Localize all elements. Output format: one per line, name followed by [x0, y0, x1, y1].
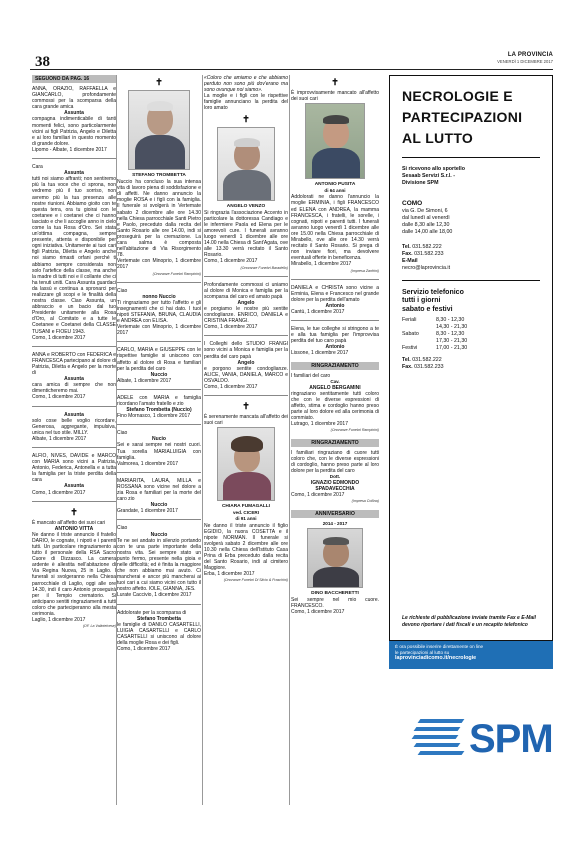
obituary-notice: [32, 352, 116, 401]
logo-stripe: [418, 719, 465, 723]
notice-divider: [32, 406, 116, 407]
info-title-line: AL LUTTO: [402, 130, 474, 146]
notice-signoff: Vertemate con Minoprio, 1 dicembre 2017: [117, 258, 201, 271]
deceased-age: di 91 anni: [235, 516, 257, 522]
notice-divider: [117, 424, 201, 425]
obituary-notice: [291, 521, 379, 615]
notice-text: ANNA, ORAZIO, RAFFAELLA e GIANCARLO, profondamente commossi per la scomparsa della cara grande amica: [32, 86, 116, 111]
obituary-notice: [291, 285, 379, 315]
obituary-notice: [32, 164, 116, 341]
obituary-notice: [291, 450, 379, 505]
notice-divider: [291, 320, 379, 321]
obituary-notice: [204, 75, 288, 271]
fax-label: Fax.: [402, 251, 413, 257]
office-intro-line: Sesaab Servizi S.r.l. -: [402, 173, 455, 179]
notice-text: Sei sempre nel mio cuore. FRANCESCO.: [291, 596, 379, 609]
anniversary-years: 2014 - 2017: [322, 520, 348, 526]
office-hours: dalle 8,30 alle 12,30: [402, 222, 450, 228]
phone-label: Tel.: [402, 357, 411, 364]
email-address[interactable]: necro@laprovincia.it: [402, 265, 451, 271]
info-title: [402, 86, 540, 149]
logo-stripe: [418, 751, 465, 755]
funeral-agency: (Impresa Collina): [351, 499, 379, 504]
funeral-agency: (Onoranze Funebri Rampinini): [152, 271, 201, 276]
schedule-time: 17,30 - 21,30: [436, 338, 468, 345]
notice-divider: [32, 447, 116, 448]
quote-text: «Coloro che amiamo e che abbiamo perduto non sono più dov'erano ma sono ovunque noi siamo».: [204, 75, 288, 94]
obituary-notice: [117, 525, 201, 598]
deceased-name: ANGELO VENZO: [226, 203, 266, 209]
header-rule: [30, 69, 553, 70]
phone-schedule: [402, 317, 540, 352]
cross-icon: ✝: [242, 401, 250, 412]
obituary-notice: [32, 507, 116, 630]
notice-text: Ne danno il triste annuncio il figlio EGIDIO, la nuora COSETTA e il nipote NORMAN. Il funerale si svolgerà sabato 2 dicembre alle ore 10.30 nella Chiesa dell'Istituto Casa Prina di Erba preceduto dalla recita del Santo Rosario, indi al cimitero Maggiore.: [204, 522, 288, 572]
spm-logo-text: SPM: [469, 717, 553, 761]
logo-stripe: [412, 735, 459, 739]
online-submission-box[interactable]: [389, 641, 553, 669]
notice-text: È improvvisamente mancato all'affetto dei suoi cari: [291, 90, 379, 103]
obituary-notice: [291, 373, 379, 434]
email-label: E-Mail: [402, 258, 418, 264]
notice-text: ringraziano sentitamente tutti coloro che con le diverse espressioni di affetto, stima e cordoglio hanno preso parte al loro dolore ed alla cerimonia di commiato.: [291, 390, 379, 422]
notice-text: Te ne sei andato in silenzio portando con te una parte importante della nostra vita. Sei sempre stato un punto fermo, presente nella gioia e nelle difficoltà; ed è finita la maggiore che non abbiamo mai avuto. Ci mancherai e ancor più mancherai ai tuoi cari a cui siamo vicini con tutto il nostro affetto. IOLE, GIANNA, JES.: [117, 537, 201, 593]
notice-text: I familiari ringraziano di cuore tutti coloro che, con le diverse espressioni di cordoglio, hanno preso parte al loro dolore per la perdita del caro: [291, 449, 379, 474]
deceased-name: ANTONIO PUSITA: [314, 182, 356, 188]
notice-signoff: Como, 1 dicembre 2017: [204, 258, 258, 265]
logo-stripe: [414, 727, 461, 731]
deceased-name: Angelo: [237, 299, 255, 306]
notice-text: È serenamente mancata all'affetto dei suoi cari: [204, 414, 288, 427]
info-divider: [402, 280, 540, 281]
necrology-info-box: [389, 75, 553, 641]
obituary-notice: [204, 401, 288, 583]
notice-divider: [32, 158, 116, 159]
deceased-name: Nuccio: [150, 502, 168, 509]
office-intro-line: Divisione SPM: [402, 180, 439, 186]
notice-signoff: Laglio, 1 dicembre 2017: [32, 617, 86, 624]
notice-signoff: Como, 1 dicembre 2017: [32, 394, 86, 401]
contact-block: [402, 357, 540, 371]
obituary-notice: [117, 395, 201, 419]
info-divider: [402, 157, 540, 158]
deceased-name: IGNAZIO EDMONDO SPADAVECCHIA: [310, 480, 360, 493]
portrait-photo: [128, 90, 190, 170]
notice-text: compagna indimenticabile di tanti momenti felici, sono particolarmente vicini ai figli Patrizia, Angelo e Diletta e ai loro familiari in questo momento di grande dolore.: [32, 116, 116, 147]
obituary-notice: [291, 77, 379, 274]
column-divider: [202, 75, 203, 805]
notice-signoff: Como, 1 dicembre 2017: [204, 324, 258, 331]
notice-divider: [32, 346, 116, 347]
fax-number: 031.582.233: [414, 364, 444, 371]
notice-signoff: Como, 1 dicembre 2017: [32, 334, 86, 341]
cross-icon: ✝: [331, 77, 339, 87]
notice-text: e porgono sentite condoglianze. ALICE, VANIA, DANIELA, MARCO e OSVALDO.: [204, 365, 288, 384]
notice-text: Ciao: [117, 430, 128, 437]
notice-text: Ti ringraziamo per tutto l'affetto e gli insegnamenti che ci hai dato. I tuoi nipoti STEFANIA, BRUNA, CLAUDIA e ANDREA con ELISA.: [117, 299, 201, 325]
phone-number[interactable]: 031.582.222: [412, 244, 442, 250]
notice-text: solo cose belle voglio ricordare, Generosa, aggregante, impulsiva, unica nel tuo stile. MILLY.: [32, 417, 116, 436]
notice-signoff: Lurate Caccivio, 1 dicembre 2017: [117, 592, 192, 599]
schedule-day: Feriali: [402, 317, 417, 324]
spm-logo: [413, 711, 553, 771]
notice-text: ANNA e ROBERTO con FEDERICA e FRANCESCA partecipano al dolore di Patrizia, Diletta e Angelo per la morte di: [32, 351, 116, 377]
obituary-notice: [32, 86, 116, 153]
obituary-notice: [32, 453, 116, 496]
notice-text: Ne danno il triste annuncio il fratello DARIO, le cognate, i nipoti e i parenti tutti. Un particolare ringraziamento a tutto il personale della RSA Sacro Cuore di Dizzasco. La camera ardente è allestita nell'abitazione di Via Regina Nuova, 25 in Laglio. I funerali si svolgeranno nella Chiesa parrocchiale di Laglio, oggi alle ore 14.30, indi il caro Antonio proseguirà per il Tempio crematorio. Si anticipano sentiti ringraziamenti a tutti coloro che parteciperanno alla mesta cerimonia.: [32, 531, 116, 618]
notice-divider: [204, 335, 288, 336]
notice-divider: [204, 395, 288, 396]
schedule-day: [402, 338, 436, 345]
notice-divider: [32, 501, 116, 502]
office-street: via G. De Simoni, 6: [402, 208, 448, 214]
notice-text: Addolorati ne danno l'annuncio la moglie ERMINIA, i figli FRANCESCO ed ELENA con ANDREA, la mamma FRANCESCA, i fratelli, le sorelle, i cognati, nipoti e parenti tutti. I funerali avranno luogo venerdì 1 dicembre alle ore 15.00 nella Chiesa parrocchiale di Mirabello, ove alle ore 14.30 verrà recitato il Santo Rosario. Si prega di non inviare fiori, ma devolvere eventuali offerte in beneficenza.: [291, 194, 379, 262]
notice-text: cara amica di sempre che non dimenticheremo mai.: [32, 382, 116, 395]
obituary-column-1: [32, 75, 116, 805]
funeral-agency: (Impresa Zanfrini): [350, 268, 379, 273]
schedule-row: [402, 317, 540, 324]
anniversary-banner: ANNIVERSARIO: [291, 510, 379, 518]
portrait-photo: [305, 103, 365, 179]
notice-signoff: Como, 1 dicembre 2017: [291, 492, 345, 499]
service-title-line: sabato e festivi: [402, 305, 453, 313]
portrait-photo: [217, 427, 275, 501]
notice-signoff: Grandate, 1 dicembre 2017: [117, 508, 178, 515]
notice-divider: [291, 279, 379, 280]
office-days: dal lunedì al venerdì: [402, 215, 450, 221]
deceased-subtitle: ved. CICERI: [232, 510, 260, 516]
submission-note: Le richieste di pubblicazione inviate tramite Fax e E-Mail devono riportare i dati fiscali e un recapito telefonico: [402, 615, 536, 628]
obituary-notice: [204, 282, 288, 331]
notice-text: I Colleghi dello STUDIO FRANGI sono vicini a Monica e famiglia per la perdita del caro papà: [204, 341, 288, 360]
notice-text: Ciao: [117, 287, 128, 294]
logo-stripe: [414, 743, 461, 747]
notice-signoff: Fino Mornasco, 1 dicembre 2017: [117, 413, 191, 420]
obituary-notice: [117, 610, 201, 653]
notice-divider: [117, 604, 201, 605]
notice-signoff: Albate, 1 dicembre 2017: [117, 377, 172, 384]
thanks-banner: RINGRAZIAMENTO: [291, 362, 379, 370]
deceased-name: Antonio: [325, 344, 345, 351]
deceased-age: di 64 anni: [324, 188, 346, 194]
notice-text: Elena, le tue colleghe si stringono a te e alla tua famiglia per l'improvvisa perdita del tuo caro papà: [291, 326, 379, 345]
obituary-notice: [117, 288, 201, 337]
funeral-agency: (OF. La Valintelvese): [82, 624, 116, 629]
obituary-notice: [117, 179, 201, 277]
notice-text: MARIARITA, LAURA, MILLA e ROSSANA sono vicine nel dolore a zia Rosa e familiari per la morte del caro zio: [117, 477, 201, 503]
deceased-name: Assunta: [64, 110, 84, 117]
notice-signoff: Como, 1 dicembre 2017: [117, 646, 171, 653]
deceased-name: ANGELO BERGAMINI: [309, 384, 361, 391]
cross-icon: ✝: [242, 113, 250, 124]
schedule-day: Festivi: [402, 345, 418, 352]
office-address: [402, 208, 540, 236]
office-city: COMO: [402, 200, 423, 207]
notice-signoff: Valmorea, 1 dicembre 2017: [117, 460, 179, 467]
schedule-time: 14,30 - 21,30: [436, 324, 468, 331]
notice-text: ALFIO, NIVES, DAVIDE e MARCO con MARIA sono vicini a Patrizia, Antonio, Federica, Antonella e a tutta la famiglia per la triste perdita della cara: [32, 452, 116, 484]
obituary-column-4: [291, 75, 379, 805]
notice-signoff: Cantù, 1 dicembre 2017: [291, 308, 345, 315]
phone-service-title: [402, 289, 540, 314]
cross-icon: ✝: [155, 77, 163, 87]
schedule-time: 8,30 - 12,30: [436, 331, 465, 338]
portrait-photo: [307, 528, 363, 588]
notice-divider: [117, 519, 201, 520]
schedule-row: [402, 338, 540, 345]
obituary-notice: [32, 412, 116, 442]
office-intro: [402, 166, 540, 187]
notice-text: le famiglie di DANILO CASARTELLI, LUIGIA CASARTELLI e CARLO CASARTELLI si uniscono al dolore della moglie Rosa e dei figli.: [117, 621, 201, 646]
schedule-time: 8,30 - 12,30: [436, 317, 465, 324]
phone-label: Tel.: [402, 244, 411, 250]
necrology-info-panel: [381, 75, 553, 805]
deceased-name: Assunta: [64, 170, 84, 177]
schedule-day: Sabato: [402, 331, 419, 338]
notice-text: e porgiamo le nostre più sentite condoglianze. ENRICO, DANIELA e CRISTINA FRANGI.: [204, 305, 288, 325]
info-title-line: NECROLOGIE E: [402, 88, 513, 104]
notice-divider: [117, 389, 201, 390]
notice-text: DANIELA e CHRISTA sono vicine a Erminia, Elena e Francesco nel grande dolore per la perdita dell'amato: [291, 284, 379, 303]
notice-signoff: Mirabello, 1 dicembre 2017: [291, 261, 352, 268]
notice-signoff: Como, 1 dicembre 2017: [204, 384, 258, 390]
deceased-name: Stefano Trombetta: [137, 615, 181, 622]
notice-signoff: Lissone, 1 dicembre 2017: [291, 350, 349, 357]
publication-header: [497, 52, 553, 64]
notice-text: ADELE con MARIA e famiglia ricordano l'amato fratello e zio: [117, 394, 201, 407]
notice-text: È mancato all'affetto dei suoi cari: [32, 519, 106, 526]
funeral-agency: (Onoranze Funebri Rampinini): [330, 428, 379, 433]
notice-text: Ciao: [117, 525, 128, 532]
notice-divider: [117, 282, 201, 283]
obituary-notice: [117, 430, 201, 467]
obituary-column-2: [117, 75, 201, 805]
deceased-name: nonno Nuccio: [142, 293, 176, 300]
honorific: Cav.: [330, 378, 340, 384]
obituary-notice: [291, 326, 379, 356]
honorific: Dott.: [329, 474, 341, 480]
info-title-line: PARTECIPAZIONI: [402, 109, 523, 125]
schedule-row: [402, 345, 540, 352]
notice-text: Cara: [32, 164, 43, 171]
deceased-name: STEFANO TROMBETTA: [132, 173, 186, 178]
deceased-name: Assunta: [64, 411, 84, 418]
notice-signoff: Vertemate con Minoprio, 1 dicembre 2017: [117, 324, 201, 337]
obituary-notice: [117, 347, 201, 384]
notice-divider: [117, 341, 201, 342]
service-title-line: Servizio telefonico: [402, 289, 464, 296]
deceased-name: Angelo: [237, 359, 255, 366]
notice-text: Sei e sarai sempre nei nostri cuori. Tua sorella MARIALUIGIA con famiglia.: [117, 442, 201, 461]
schedule-row: [402, 324, 540, 331]
notice-signoff: Albate, 1 dicembre 2017: [32, 435, 87, 442]
schedule-row: [402, 331, 540, 338]
notice-text: La moglie e i figli con le rispettive famiglie annunciano la perdita del loro amato: [204, 93, 288, 112]
notice-text: I familiari del caro: [291, 372, 331, 379]
notice-text: Addolorate per la scomparsa di: [117, 609, 187, 616]
deceased-name: CHIARA FUMAGALLI: [221, 504, 271, 510]
notice-signoff: Erba, 1 dicembre 2017: [204, 571, 255, 578]
online-text: le partecipazioni al lutto su: [395, 649, 450, 655]
notice-text: CARLO, MARIA e GIUSEPPE con le rispettive famiglie si uniscono con affetto al dolore di Rosa e familiari per la perdita del caro: [117, 347, 201, 372]
obituary-column-3: [204, 75, 288, 805]
schedule-day: [402, 324, 436, 331]
notice-text: Nuccio ha concluso la sua intensa vita di lavoro piena di soddisfazione e di affetti. Ne danno annuncio la moglie ROSA e i figli con la famiglia. Il funerale si svolgerà in Vertemate sabato 2 dicembre alle ore 14.30 nella Chiesa parrocchiale Santi Pietro e Paolo, preceduto dalla recita del Santo Rosario alle ore 14.00, indi si proseguirà per la cremazione. La cara salma è composta nell'abitazione di Via Risorgimento 78.: [117, 179, 201, 259]
continued-tag: SEGUONO DA PAG. 16: [32, 75, 116, 83]
notice-signoff: Lutrago, 1 dicembre 2017: [291, 421, 348, 428]
portrait-photo: [217, 127, 275, 201]
deceased-name: DINO BACCHERETTI: [311, 590, 359, 596]
deceased-name: Antonio: [325, 302, 345, 309]
notice-signoff: Lipomo - Albate, 1 dicembre 2017: [32, 146, 107, 153]
contact-block: [402, 244, 540, 272]
column-divider: [289, 75, 290, 805]
office-hours: dalle 14,00 alle 18,00: [402, 229, 453, 235]
phone-number[interactable]: 031.582.222: [412, 357, 442, 364]
online-text: È ora possibile inserire direttamente on line: [395, 644, 484, 649]
funeral-agency: (Onoranze Funebri Di Silvio & Fraschini): [223, 578, 288, 583]
thanks-banner: RINGRAZIAMENTO: [291, 439, 379, 447]
notice-divider: [117, 472, 201, 473]
fax-label: Fax.: [402, 364, 413, 371]
deceased-name: Nuccio: [150, 531, 168, 538]
notice-signoff: Como, 1 dicembre 2017: [291, 608, 345, 615]
deceased-name: Assunta: [64, 376, 84, 383]
deceased-name: ANTONIO VITTA: [54, 525, 94, 532]
deceased-name: Nucio: [152, 436, 166, 443]
necrology-link[interactable]: laprovinciadicomo.it/necrologie: [395, 654, 477, 661]
fax-number: 031.582.233: [414, 251, 444, 257]
obituary-notice: [117, 478, 201, 515]
funeral-agency: (Onoranze Funebri Baradello): [240, 265, 288, 270]
obituary-notice: [204, 341, 288, 390]
deceased-name: Nuccio: [150, 371, 168, 378]
notice-divider: [204, 276, 288, 277]
deceased-name: Stefano Trombetta (Nuccio): [126, 407, 192, 414]
service-title-line: tutti i giorni: [402, 297, 441, 305]
notice-signoff: Como, 1 dicembre 2017: [32, 489, 86, 496]
notice-text: Si ringrazia l'associazione Accento in particolare la dottoressa Candiago e le infermiere Paola ed Elena per le amorevoli cure. I funerali avranno luogo venerdì 1 dicembre alle ore 14.00 nella Chiesa di Sant'Agata, ove alle 13.30 verrà recitato il Santo Rosario.: [204, 209, 288, 259]
publication-name: LA PROVINCIA: [507, 52, 553, 58]
publication-date: VENERDÌ 1 DICEMBRE 2017: [497, 59, 553, 64]
notice-text: tutti noi siamo affranti; non sentiremo più la tua voce che ci sprona, non vedremo più il tuo sorriso, non avremo più la tua presenza alle nostre riunioni. Abbiamo gioito con te questa terra, ora tu gioirai con le coetanee e i coetanei che ci hanno lasciato e che li accoglie anno in cielo come la tua Rosa d'Oro. Sei stata un'ottima compagna, sempre presente, attenta e disponibile per ogni iniziativa. Unitamente ai tuoi cari figli Patrizia, Diletta e Angelo anche noi siamo rimasti orfani perché ti abbiamo sempre considerata non solo l'artefice della classe, ma anche la madre di tutti noi e il collante che ci ha tenuti uniti. Cara Assunta guardaci da lassù e continua a spronarci per realizzare gli scopi e le finalità della nostra classe. Ciao Assunta, un abbraccio e un bacio dal tuo Presidente unitamente alla Rosa d'Oro, al Comitato e a tutte le Coetanee e Coetanei della CLASSE TUSANI e FIOEU 1943.: [32, 176, 116, 335]
cross-icon: ✝: [70, 506, 78, 517]
page-number: 38: [35, 54, 50, 70]
notice-text: Profondamente commossi ci uniamo al dolore di Monica e famiglia per la scomparsa del caro ed amato papà: [204, 281, 288, 300]
deceased-name: Assunta: [64, 483, 84, 490]
schedule-time: 17,00 - 21,30: [436, 345, 468, 352]
office-intro-line: Si ricevono allo sportello: [402, 166, 465, 172]
